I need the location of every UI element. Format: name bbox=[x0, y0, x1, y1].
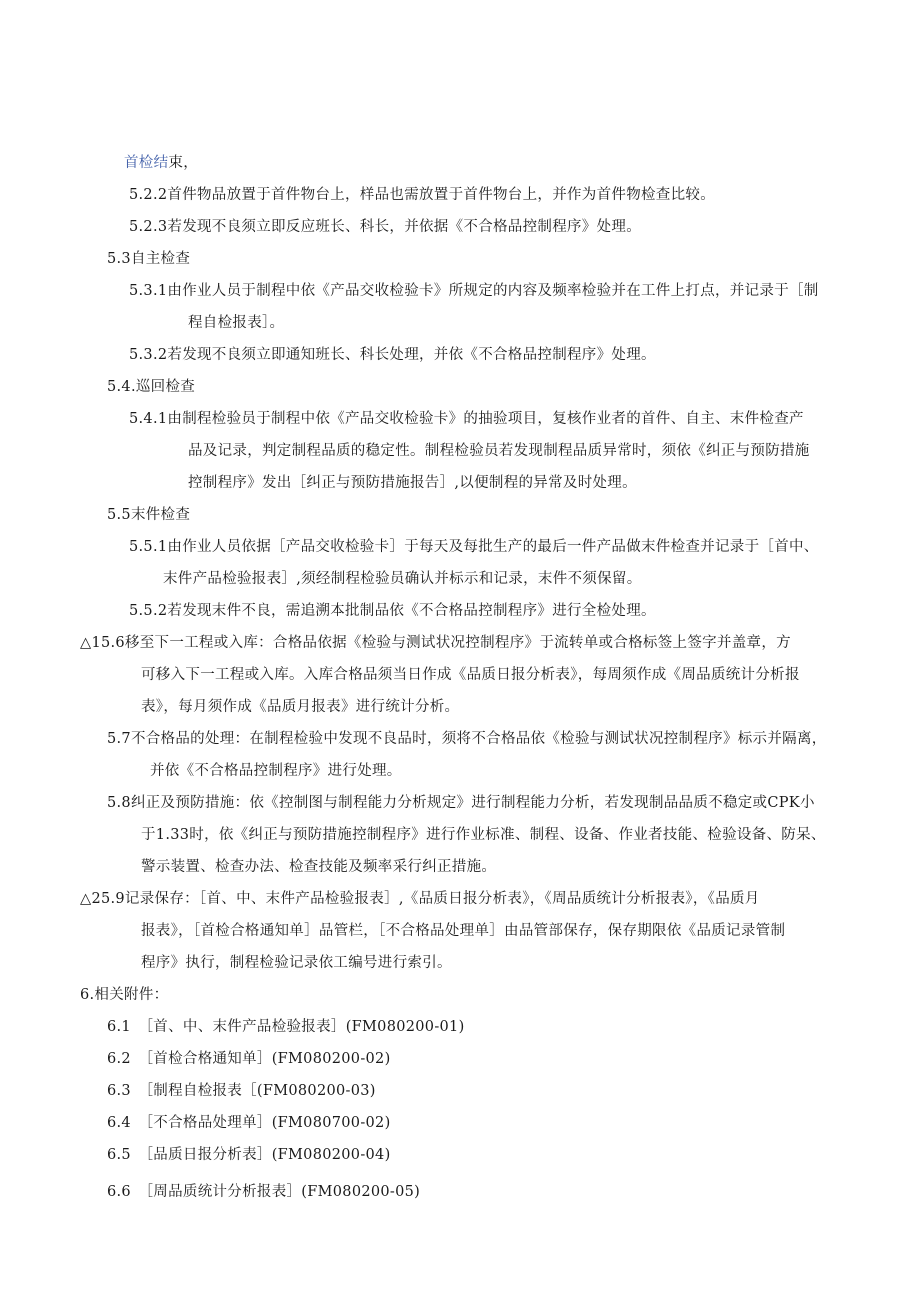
heading-6: 6.相关附件： bbox=[80, 987, 169, 1003]
text-line-5-3-1-cont: 程自检报表］。 bbox=[188, 315, 285, 331]
heading-5-4: 5.4.巡回检查 bbox=[107, 379, 196, 395]
text-line-5-8: 5.8纠正及预防措施：依《控制图与制程能力分析规定》进行制程能力分析，若发现制品品质不稳定或CPK小 bbox=[107, 795, 815, 811]
text-line-5-3-1: 5.3.1由作业人员于制程中依《产品交收检验卡》所规定的内容及频率检验并在工件上打点，并记录于［制 bbox=[129, 283, 819, 299]
text-line-5-6-cont-1: 可移入下一工程或入库。入库合格品须当日作成《品质日报分析表》，每周须作成《周品质统计分析报 bbox=[141, 667, 800, 683]
text-line-5-4-1: 5.4.1由制程检验员于制程中依《产品交收检验卡》的抽验项目，复核作业者的首件、自主、末件检查产 bbox=[129, 411, 804, 427]
attachment-6-4: 6.4 ［不合格品处理单］(FM080700-02) bbox=[107, 1115, 391, 1131]
text-line-5-7-cont: 并依《不合格品控制程序》进行处理。 bbox=[150, 763, 402, 779]
text-line-5-2-2: 5.2.2首件物品放置于首件物台上，样品也需放置于首件物台上，并作为首件物检查比较。 bbox=[129, 187, 715, 203]
text-line-5-5-1: 5.5.1由作业人员依据［产品交收检验卡］于每天及每批生产的最后一件产品做末件检查并记录于［首中、 bbox=[129, 539, 819, 555]
text-line-5-6: △15.6移至下一工程或入库：合格品依据《检验与测试状况控制程序》于流转单或合格标签上签字并盖章，方 bbox=[80, 635, 791, 651]
text-line-5-9: △25.9记录保存：［首、中、末件产品检验报表］,《品质日报分析表》，《周品质统计分析报表》，《品质月 bbox=[80, 891, 760, 907]
text-line-5-3-2: 5.3.2若发现不良须立即通知班长、科长处理，并依《不合格品控制程序》处理。 bbox=[129, 347, 656, 363]
attachment-6-3: 6.3 ［制程自检报表［(FM080200-03) bbox=[107, 1083, 376, 1099]
text-fragment: 束， bbox=[168, 155, 199, 171]
text-line-5-4-1-cont-2: 控制程序》发出［纠正与预防措施报告］,以便制程的异常及时处理。 bbox=[188, 475, 637, 491]
text-line-5-2-3: 5.2.3若发现不良须立即反应班长、科长，并依据《不合格品控制程序》处理。 bbox=[129, 219, 641, 235]
heading-5-5: 5.5末件检查 bbox=[107, 507, 191, 523]
text-line-5-4-1-cont-1: 品及记录，判定制程品质的稳定性。制程检验员若发现制程品质异常时，须依《纠正与预防措施 bbox=[188, 443, 810, 459]
text-line-first-check-end bbox=[124, 153, 198, 173]
attachment-6-2: 6.2 ［首检合格通知单］(FM080200-02) bbox=[107, 1051, 391, 1067]
attachment-6-6: 6.6 ［周品质统计分析报表］(FM080200-05) bbox=[107, 1184, 421, 1200]
text-line-5-9-cont-2: 程序》执行，制程检验记录依工编号进行索引。 bbox=[141, 955, 452, 971]
text-line-5-6-cont-2: 表》，每月须作成《品质月报表》进行统计分析。 bbox=[141, 699, 460, 715]
text-line-5-9-cont-1: 报表》，［首检合格通知单］品管栏，［不合格品处理单］由品管部保存，保存期限依《品质记录管制 bbox=[141, 923, 786, 939]
attachment-6-1: 6.1 ［首、中、末件产品检验报表］(FM080200-01) bbox=[107, 1019, 465, 1035]
heading-5-3: 5.3自主检查 bbox=[107, 251, 191, 267]
text-line-5-5-2: 5.5.2若发现末件不良，需追溯本批制品依《不合格品控制程序》进行全检处理。 bbox=[129, 603, 656, 619]
text-line-5-8-cont-2: 警示装置、检查办法、检查技能及频率采行纠正措施。 bbox=[141, 859, 497, 875]
text-line-5-5-1-cont: 末件产品检验报表］,须经制程检验员确认并标示和记录，末件不须保留。 bbox=[163, 571, 642, 587]
attachment-6-5: 6.5 ［品质日报分析表］(FM080200-04) bbox=[107, 1147, 391, 1163]
text-fragment-blue: 首检结 bbox=[124, 155, 169, 171]
text-line-5-7: 5.7不合格品的处理：在制程检验中发现不良品时，须将不合格品依《检验与测试状况控制程序》标示并隔离， bbox=[107, 731, 827, 747]
text-line-5-8-cont-1: 于1.33时，依《纠正与预防措施控制程序》进行作业标准、制程、设备、作业者技能、检验设备、防呆、 bbox=[141, 827, 826, 843]
